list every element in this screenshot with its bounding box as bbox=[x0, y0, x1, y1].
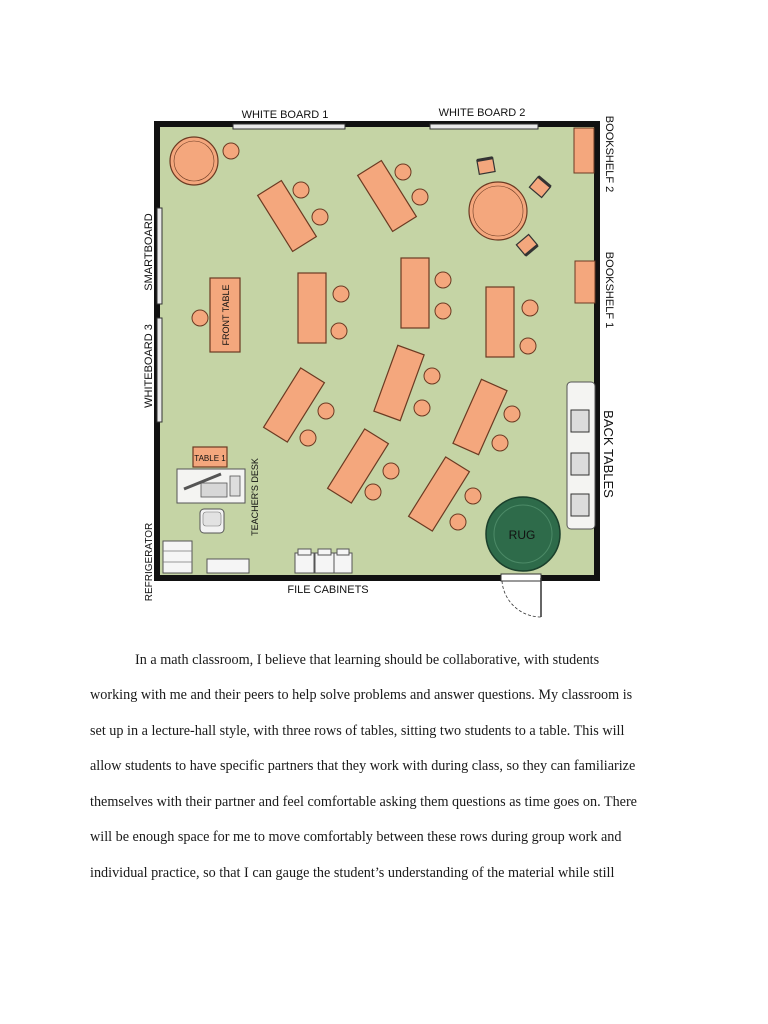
stool bbox=[435, 272, 451, 288]
back-tables-label: BACK TABLES bbox=[601, 410, 616, 498]
white-board-1 bbox=[233, 124, 345, 129]
stool bbox=[520, 338, 536, 354]
stool bbox=[412, 189, 428, 205]
computer-station bbox=[571, 410, 589, 432]
stool bbox=[414, 400, 430, 416]
paragraph-line: individual practice, so that I can gauge the student’s understanding of the material while still bbox=[90, 865, 615, 881]
refrigerator-label: REFRIGERATOR bbox=[144, 522, 155, 602]
front-table-label: FRONT TABLE bbox=[221, 284, 231, 346]
chair bbox=[477, 158, 495, 175]
student-table bbox=[486, 287, 514, 357]
white-board-2-label: WHITE BOARD 2 bbox=[438, 107, 526, 119]
stool bbox=[223, 143, 239, 159]
file-cabinets-label: FILE CABINETS bbox=[287, 584, 369, 596]
stool bbox=[331, 323, 347, 339]
stool bbox=[312, 209, 328, 225]
round-table-top-right bbox=[469, 182, 527, 240]
counter-cabinet bbox=[207, 559, 249, 573]
stool bbox=[465, 488, 481, 504]
computer-station bbox=[571, 494, 589, 516]
refrigerator bbox=[163, 541, 192, 573]
stool bbox=[522, 300, 538, 316]
paragraph-line: will be enough space for me to move comfortably between these rows during group work and bbox=[90, 829, 622, 845]
paragraph-line: working with me and their peers to help solve problems and answer questions. My classroom is bbox=[90, 687, 633, 703]
stool bbox=[492, 435, 508, 451]
bookshelf-1 bbox=[575, 261, 595, 303]
stool bbox=[383, 463, 399, 479]
white-board-2 bbox=[430, 124, 538, 129]
stool bbox=[450, 514, 466, 530]
bookshelf-2-label: BOOKSHELF 2 bbox=[603, 115, 615, 193]
rug-label: RUG bbox=[508, 528, 536, 542]
teachers-desk bbox=[177, 469, 245, 503]
stool bbox=[395, 164, 411, 180]
paragraph-line: themselves with their partner and feel comfortable asking them questions as time goes on. There bbox=[90, 794, 637, 810]
stool bbox=[293, 182, 309, 198]
table-1-label: TABLE 1 bbox=[194, 454, 226, 463]
paragraph-line: set up in a lecture-hall style, with three rows of tables, sitting two students to a table. This will bbox=[90, 723, 625, 739]
smartboard bbox=[157, 208, 162, 304]
white-board-1-label: WHITE BOARD 1 bbox=[241, 109, 329, 121]
whiteboard-3-label: WHITEBOARD 3 bbox=[143, 324, 155, 408]
stool bbox=[318, 403, 334, 419]
bookshelf-2 bbox=[574, 128, 594, 173]
paragraph-line: In a math classroom, I believe that learning should be collaborative, with students bbox=[135, 652, 600, 668]
smartboard-label: SMARTBOARD bbox=[143, 213, 155, 291]
stool bbox=[192, 310, 208, 326]
computer-station bbox=[571, 453, 589, 475]
file-cabinets bbox=[295, 549, 352, 573]
bookshelf-1-label: BOOKSHELF 1 bbox=[603, 251, 615, 329]
stool bbox=[504, 406, 520, 422]
whiteboard-3 bbox=[157, 318, 162, 422]
stool bbox=[333, 286, 349, 302]
round-table-top-left bbox=[170, 137, 218, 185]
student-table bbox=[401, 258, 429, 328]
stool bbox=[300, 430, 316, 446]
stool bbox=[435, 303, 451, 319]
teachers-desk-label: TEACHER'S DESK bbox=[250, 458, 260, 536]
teacher-chair bbox=[200, 509, 224, 533]
student-table bbox=[298, 273, 326, 343]
paragraph-line: allow students to have specific partners that they work with during class, so they can familiarize bbox=[90, 758, 636, 774]
stool bbox=[424, 368, 440, 384]
stool bbox=[365, 484, 381, 500]
door bbox=[501, 574, 541, 617]
